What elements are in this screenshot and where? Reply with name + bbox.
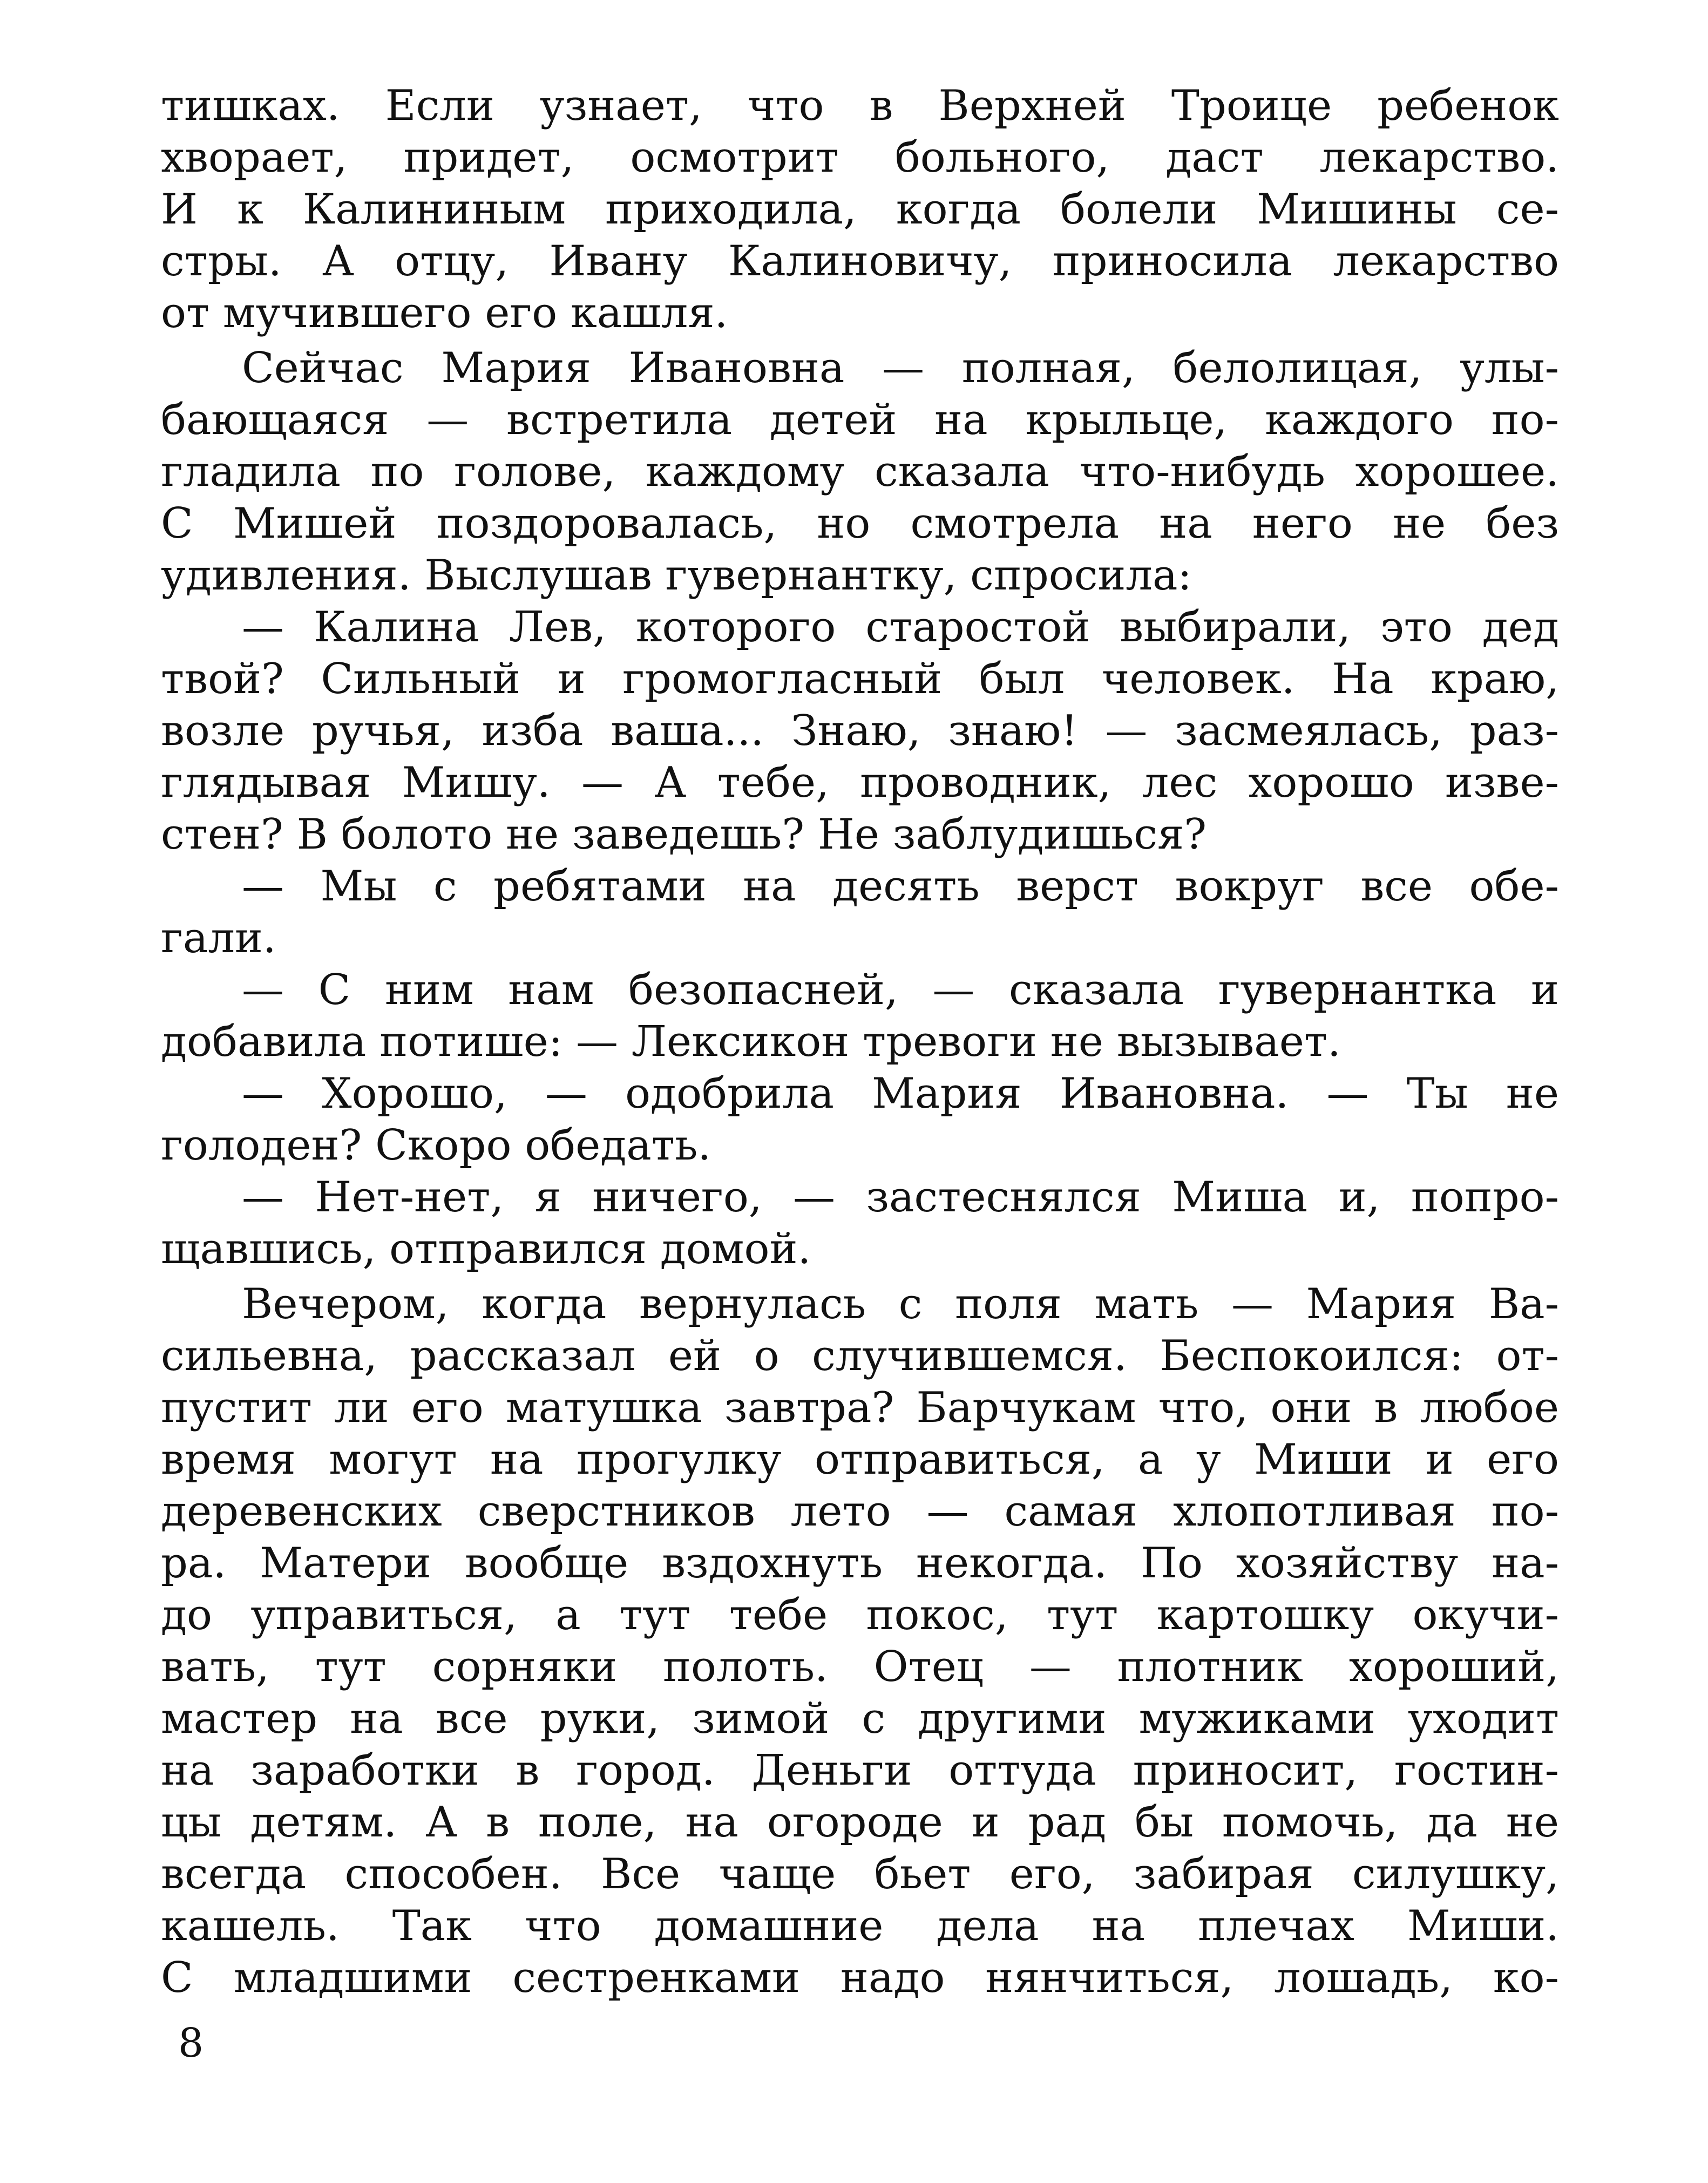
text-line: — С ним нам безопасней, — сказала гувернантка и [242, 966, 1559, 1014]
text-line: возле ручья, изба ваша... Знаю, знаю! — засмеялась, раз- [161, 707, 1559, 755]
page-body-text [161, 80, 1559, 2004]
text-line: на заработки в город. Деньги оттуда приносит, гостин- [161, 1746, 1559, 1795]
text-line: гали. [161, 914, 276, 962]
text-line: бающаяся — встретила детей на крыльце, каждого по- [161, 396, 1559, 444]
text-line: С младшими сестренками надо нянчиться, лошадь, ко- [161, 1954, 1559, 2002]
text-line: гладила по голове, каждому сказала что-нибудь хорошее. [161, 448, 1559, 496]
text-line: до управиться, а тут тебе покос, тут картошку окучи- [161, 1591, 1559, 1639]
text-line: пустит ли его матушка завтра? Барчукам что, они в любое [161, 1384, 1559, 1432]
text-line: твой? Сильный и громогласный был человек. На краю, [161, 655, 1559, 703]
text-line: голоден? Скоро обедать. [161, 1121, 711, 1170]
text-line: Сейчас Мария Ивановна — полная, белолицая, улы- [242, 344, 1559, 392]
text-line: всегда способен. Все чаще бьет его, забирая силушку, [161, 1850, 1559, 1899]
text-line: — Нет-нет, я ничего, — застеснялся Миша и, попро- [242, 1173, 1559, 1222]
text-line: время могут на прогулку отправиться, а у Миши и его [161, 1435, 1559, 1484]
page-number: 8 [178, 2020, 204, 2066]
text-line: хворает, придет, осмотрит больного, даст лекарство. [161, 133, 1559, 182]
text-line: — Мы с ребятами на десять верст вокруг все обе- [242, 862, 1559, 911]
text-line: стры. А отцу, Ивану Калиновичу, приносила лекарство [161, 237, 1559, 286]
text-line: сильевна, рассказал ей о случившемся. Беспокоился: от- [161, 1332, 1559, 1380]
text-line: цы детям. А в поле, на огороде и рад бы помочь, да не [161, 1798, 1559, 1847]
text-line: С Мишей поздоровалась, но смотрела на него не без [161, 499, 1559, 548]
text-line: мастер на все руки, зимой с другими мужиками уходит [161, 1694, 1559, 1743]
text-line: ра. Матери вообще вздохнуть некогда. По хозяйству на- [161, 1539, 1559, 1588]
text-line: деревенских сверстников лето — самая хлопотливая по- [161, 1487, 1559, 1536]
text-line: глядывая Мишу. — А тебе, проводник, лес хорошо изве- [161, 758, 1559, 807]
text-line: вать, тут сорняки полоть. Отец — плотник хороший, [161, 1643, 1559, 1691]
text-line: тишках. Если узнает, что в Верхней Троице ребенок [161, 82, 1559, 130]
text-line: стен? В болото не заведешь? Не заблудишься? [161, 810, 1207, 859]
text-line: И к Калининым приходила, когда болели Мишины се- [161, 185, 1559, 234]
text-line: добавила потише: — Лексикон тревоги не вызывает. [161, 1018, 1341, 1066]
text-line: удивления. Выслушав гувернантку, спросила: [161, 551, 1192, 600]
text-line: щавшись, отправился домой. [161, 1225, 811, 1273]
text-line: — Хорошо, — одобрила Мария Ивановна. — Ты не [242, 1069, 1559, 1118]
text-line: — Калина Лев, которого старостой выбирали, это дед [242, 603, 1559, 652]
text-line: кашель. Так что домашние дела на плечах Миши. [161, 1902, 1559, 1950]
text-line: Вечером, когда вернулась с поля мать — Мария Ва- [242, 1280, 1559, 1328]
text-line: от мучившего его кашля. [161, 289, 728, 337]
